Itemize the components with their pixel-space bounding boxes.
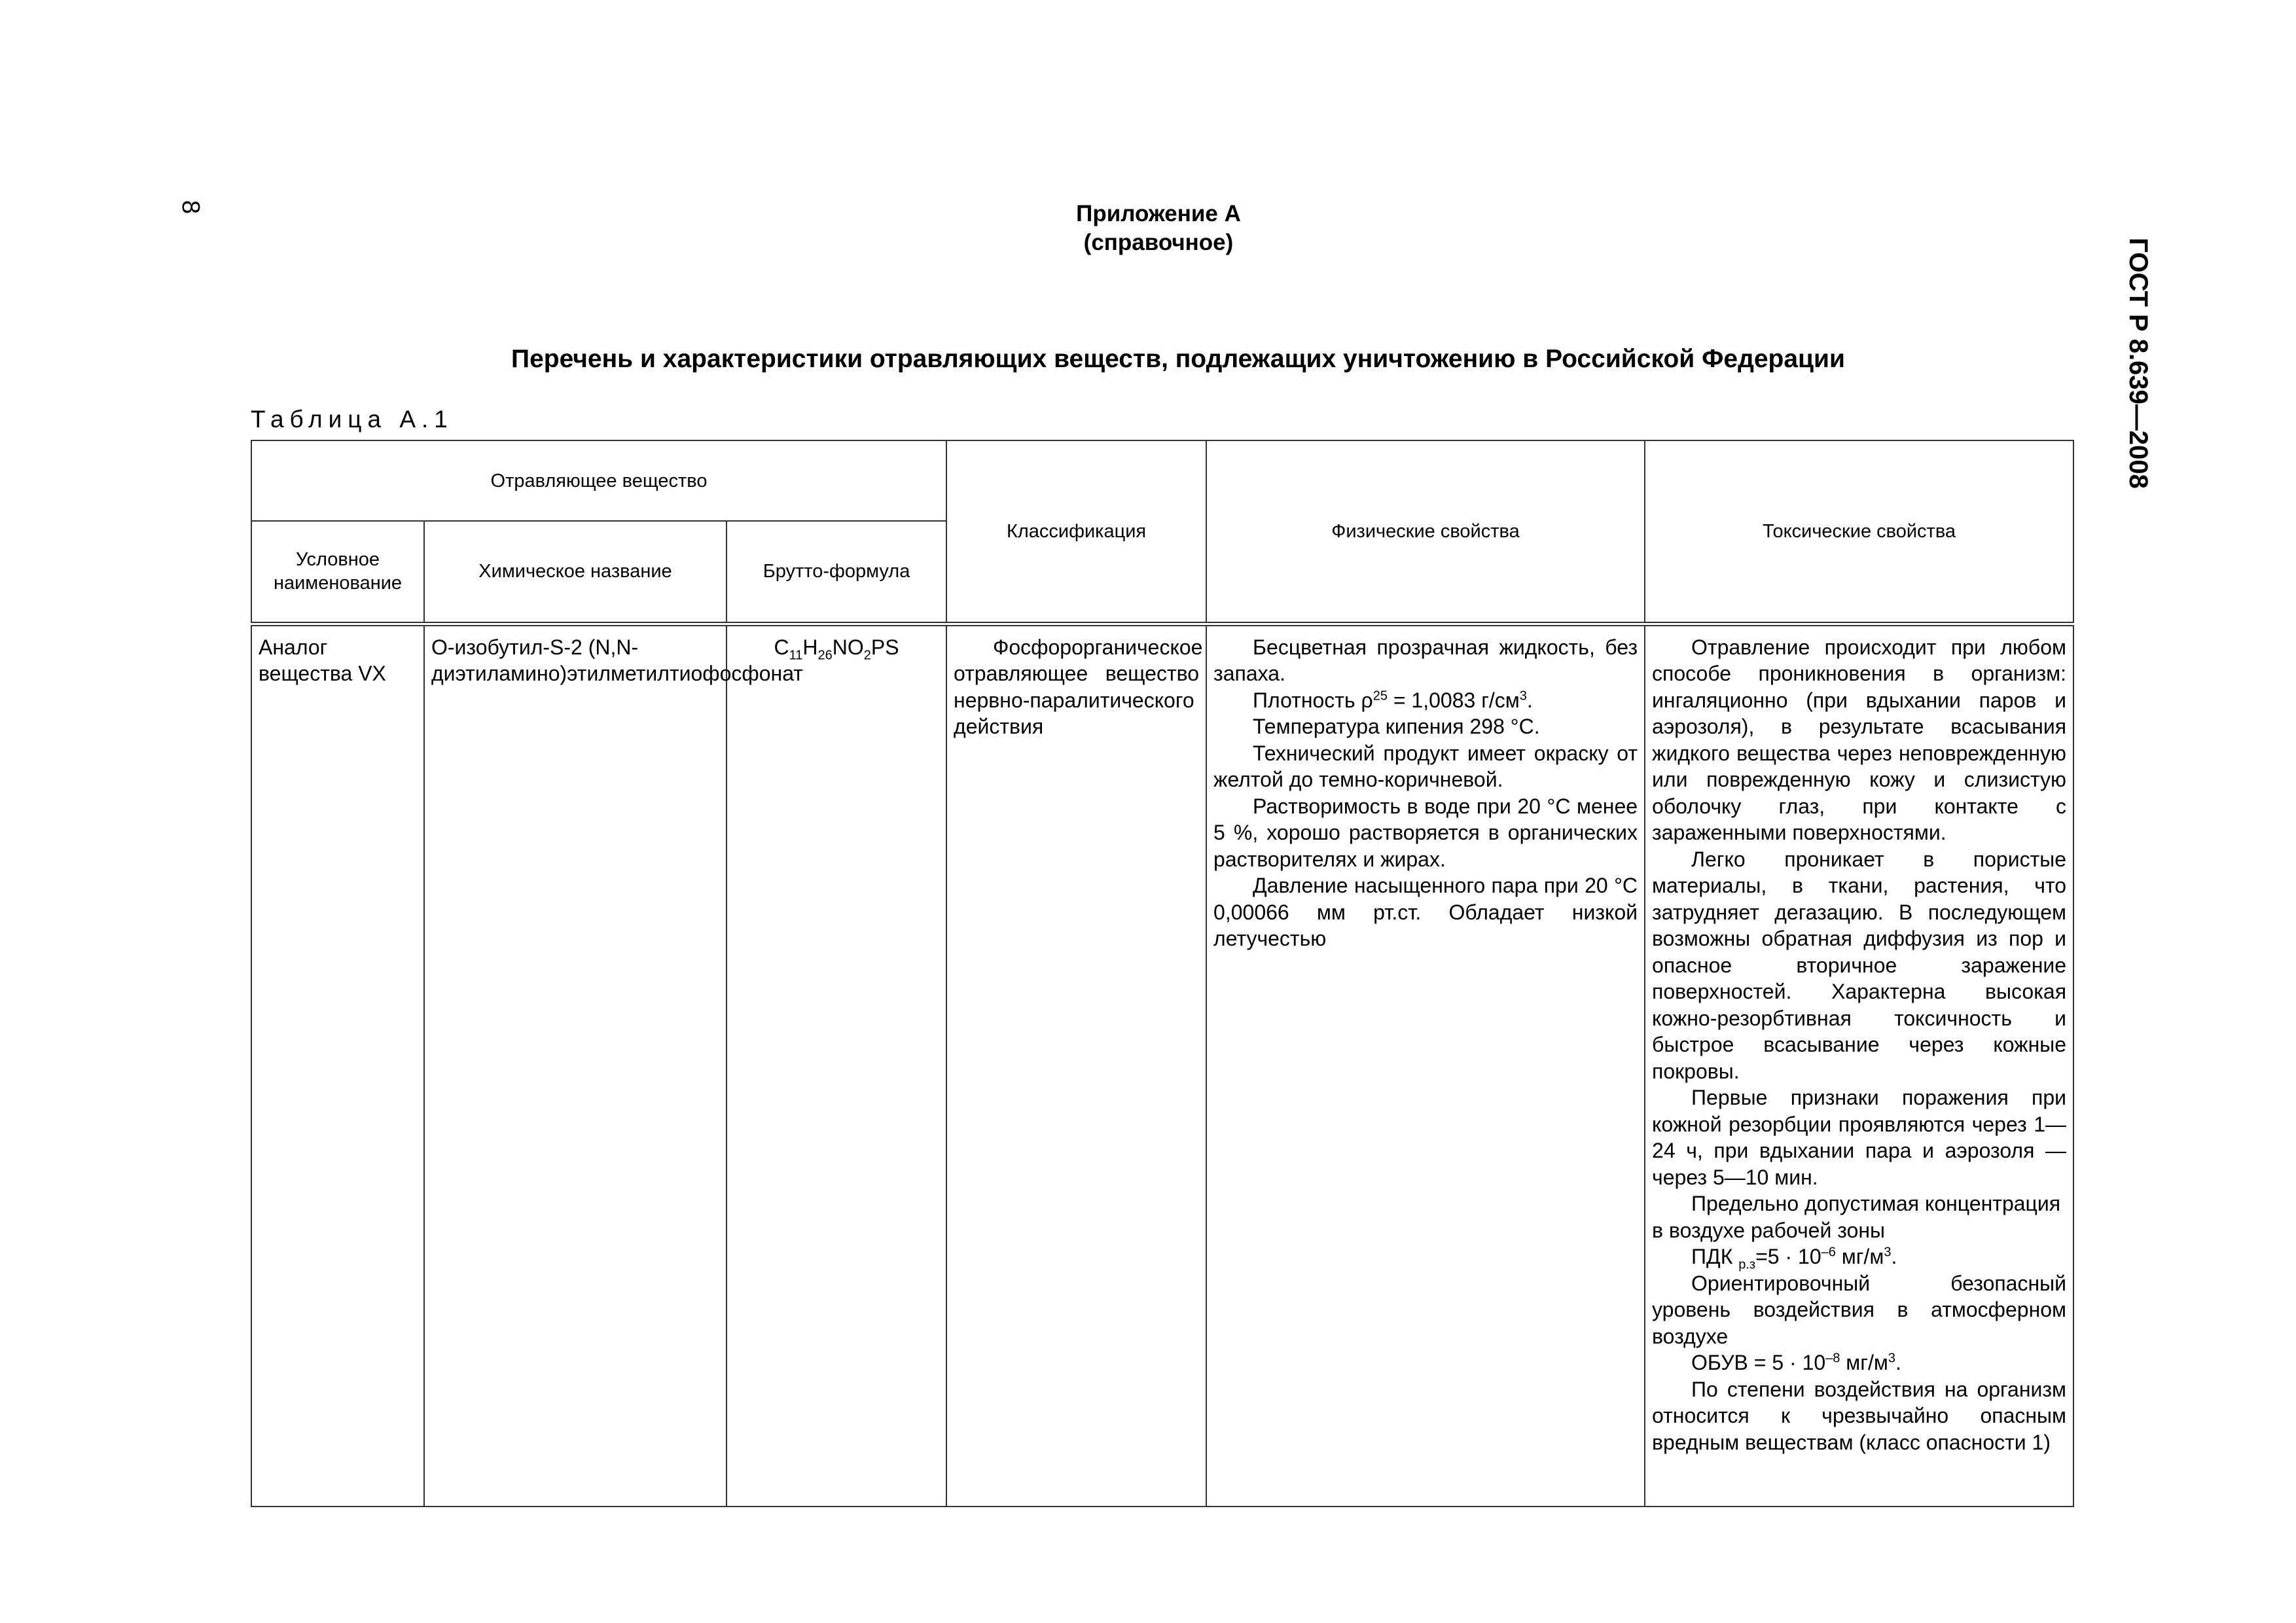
toxic-paragraph: По степени воздействия на организм относится к чрезвычайно опасным вредным веществам (класс опасности 1) — [1652, 1377, 2067, 1454]
appendix-title: Приложение А — [1076, 201, 1241, 226]
formula-o-count: 2 — [863, 647, 871, 662]
physical-paragraph: Температура кипения 298 °С. — [1253, 715, 1540, 738]
obuv-end: . — [1895, 1351, 1901, 1374]
obuv-formula — [1652, 1349, 2066, 1376]
physical-paragraph: Давление насыщенного пара при 20 °С 0,00066 мм рт.ст. Обладает низкой летучестью — [1213, 874, 1638, 950]
density-temp: 25 — [1372, 688, 1388, 703]
cell-physical-properties — [1206, 624, 1645, 1507]
toxic-paragraph: Первые признаки поражения при кожной резорбции проявляются через 1—24 ч, при вдыхании пара и аэрозоля — через 5—10 мин. — [1652, 1086, 2067, 1189]
cell-toxic-properties — [1645, 624, 2073, 1507]
header-agent-group: Отравляющее вещество — [251, 440, 946, 521]
header-classification: Классификация — [946, 440, 1206, 624]
pdk-prefix: ПДК — [1691, 1245, 1733, 1268]
header-chemical-name: Химическое название — [424, 521, 726, 624]
formula-h-count: 26 — [817, 647, 833, 662]
cell-classification — [946, 624, 1206, 1507]
pdk-subscript: р.з — [1738, 1257, 1756, 1272]
formula-c-count: 11 — [789, 647, 803, 662]
physical-paragraph: Бесцветная прозрачная жидкость, без запаха. — [1213, 635, 1638, 685]
toxic-paragraph: Отравление происходит при любом способе проникновения в организм: ингаляционно (при вдыхании паров и аэрозоля), в результате всасывания жидкого вещества через неповрежденную или поврежденную кожу и слизистую оболочку глаз, при контакте с зараженными поверхностями. — [1652, 635, 2067, 844]
cell-conventional-name: Аналог вещества VX — [251, 624, 424, 1507]
toxic-paragraph: Легко проникает в пористые материалы, в ткани, растения, что затрудняет дегазацию. В последующем возможны обратная диффузия из пор и опасное вторичное заражение поверхностей. Характерна высокая кожно-резорбтивная токсичность и быстрое всасывание через кожные покровы. — [1652, 847, 2067, 1083]
formula-no: NO — [832, 635, 864, 659]
obuv-prefix: ОБУВ = 5 · 10 — [1691, 1351, 1826, 1374]
formula-h: H — [802, 635, 818, 659]
physical-density — [1213, 687, 1638, 714]
header-gross-formula: Брутто-формула — [726, 521, 946, 624]
toxic-paragraph: Ориентировочный безопасный уровень воздействия в атмосферном воздухе — [1652, 1271, 2067, 1348]
toxic-paragraph: Предельно допустимая концентрация в воздухе рабочей зоны — [1652, 1192, 2061, 1242]
cell-gross-formula — [726, 624, 946, 1507]
pdk-end: . — [1891, 1245, 1897, 1268]
table-label: Таблица А.1 — [251, 406, 454, 433]
density-unit-exp: 3 — [1519, 688, 1527, 703]
pdk-unit: мг/м — [1835, 1245, 1884, 1268]
standard-code-text: ГОСТ Р 8.639—2008 — [2124, 238, 2153, 489]
physical-paragraph: Технический продукт имеет окраску от желтой до темно-коричневой. — [1213, 741, 1638, 791]
density-end: . — [1526, 688, 1533, 712]
header-toxic-properties: Токсические свойства — [1645, 440, 2073, 624]
density-value: = 1,0083 г/см — [1387, 688, 1520, 712]
pdk-exponent: –6 — [1821, 1245, 1836, 1260]
header-conventional-name: Условное наименование — [251, 521, 424, 624]
physical-paragraph: Растворимость в воде при 20 °С менее 5 %, хорошо растворяется в органических растворителях и жирах. — [1213, 794, 1638, 871]
obuv-unit-exp: 3 — [1888, 1351, 1895, 1366]
pdk-unit-exp: 3 — [1884, 1245, 1892, 1260]
pdk-value: =5 · 10 — [1755, 1245, 1821, 1268]
document-title: Перечень и характеристики отравляющих веществ, подлежащих уничтожению в Российской Федерации — [511, 345, 1845, 373]
density-prefix: Плотность ρ — [1253, 688, 1373, 712]
formula-c: C — [774, 635, 789, 659]
pdk-formula — [1652, 1243, 2066, 1270]
header-physical-properties: Физические свойства — [1206, 440, 1645, 624]
cell-chemical-name: О-изобутил-S-2 (N,N-диэтиламино)этилметилтиофосфонат — [424, 624, 726, 1507]
agents-table — [251, 440, 2074, 1507]
obuv-exponent: –8 — [1825, 1351, 1840, 1366]
appendix-subtitle: (справочное) — [1083, 230, 1234, 255]
page-number: 8 — [177, 200, 205, 215]
formula-ps: PS — [870, 635, 899, 659]
appendix-heading — [962, 200, 1355, 257]
obuv-unit: мг/м — [1840, 1351, 1888, 1374]
classification-text: Фосфорорганическое отравляющее вещество нервно-паралитического действия — [954, 635, 1203, 738]
